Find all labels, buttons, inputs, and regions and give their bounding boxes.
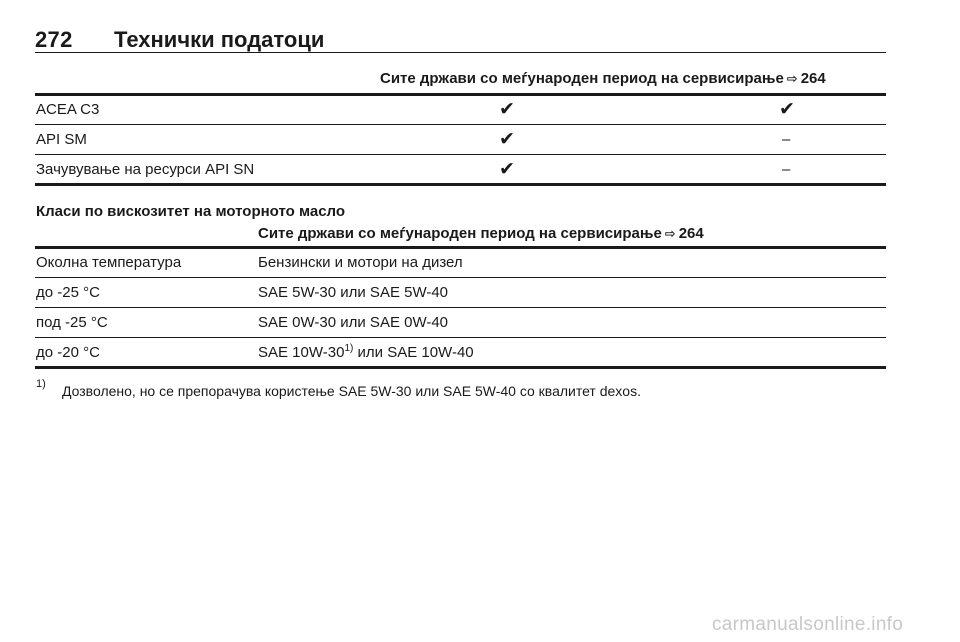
- check-icon: ✔: [499, 159, 515, 180]
- table2-top-rule: [35, 246, 886, 249]
- section-title: Класи по вискозитет на моторното масло: [36, 203, 346, 220]
- table2-page-ref[interactable]: 264: [678, 225, 704, 242]
- table2-row-temp: до -25 °C: [36, 284, 100, 301]
- table1-row-rule: [35, 124, 886, 125]
- table2-row-rule: [35, 337, 886, 338]
- dash-mark: –: [782, 131, 791, 148]
- table2-row-temp: до -20 °C: [36, 344, 100, 361]
- table2-column-header-text: Сите држави со меѓународен период на сервисирање: [258, 225, 662, 242]
- page-title: Технички податоци: [114, 27, 325, 52]
- table1-column-header-text: Сите држави со меѓународен период на сервисирање: [380, 70, 784, 87]
- oil-grade-a: SAE 10W-30: [258, 344, 345, 361]
- table1-row-label: Зачувување на ресурси API SN: [36, 161, 255, 178]
- table1-row-label: ACEA C3: [36, 101, 100, 118]
- table1-row-rule: [35, 154, 886, 155]
- table1-column-header: [380, 70, 826, 87]
- table2-row-rule: [35, 307, 886, 308]
- table2-head-engines: Бензински и мотори на дизел: [258, 254, 463, 271]
- check-icon: ✔: [779, 99, 795, 120]
- table1-row-label: API SM: [36, 131, 87, 148]
- table2-row-temp: под -25 °C: [36, 314, 108, 331]
- oil-grade-b: или SAE 10W-40: [353, 344, 474, 361]
- table2-row-rule: [35, 277, 886, 278]
- page-number: 272: [35, 27, 73, 52]
- table2-row-oil: [258, 344, 474, 361]
- header-rule: [35, 52, 886, 53]
- table1-bottom-rule: [35, 183, 886, 186]
- table2-bottom-rule: [35, 366, 886, 369]
- table2-row-oil: SAE 5W-30 или SAE 5W-40: [258, 284, 449, 301]
- page-reference-arrow-icon: ⇨: [786, 71, 798, 86]
- table2-row-oil: SAE 0W-30 или SAE 0W-40: [258, 314, 449, 331]
- table2-column-header: [258, 225, 704, 242]
- watermark: carmanualsonline.info: [712, 614, 904, 635]
- footnote-text: Дозволено, но се препорачува користење SAE 5W-30 или SAE 5W-40 со квалитет dexos.: [62, 383, 641, 399]
- footnote-mark: 1): [36, 378, 46, 390]
- footnote-superscript[interactable]: 1): [344, 343, 354, 354]
- check-icon: ✔: [499, 99, 515, 120]
- dash-mark: –: [782, 161, 791, 178]
- table1-page-ref[interactable]: 264: [800, 70, 826, 87]
- page-reference-arrow-icon: ⇨: [664, 226, 676, 241]
- table1-top-rule: [35, 93, 886, 96]
- table2-head-temp: Околна температура: [36, 254, 182, 271]
- check-icon: ✔: [499, 129, 515, 150]
